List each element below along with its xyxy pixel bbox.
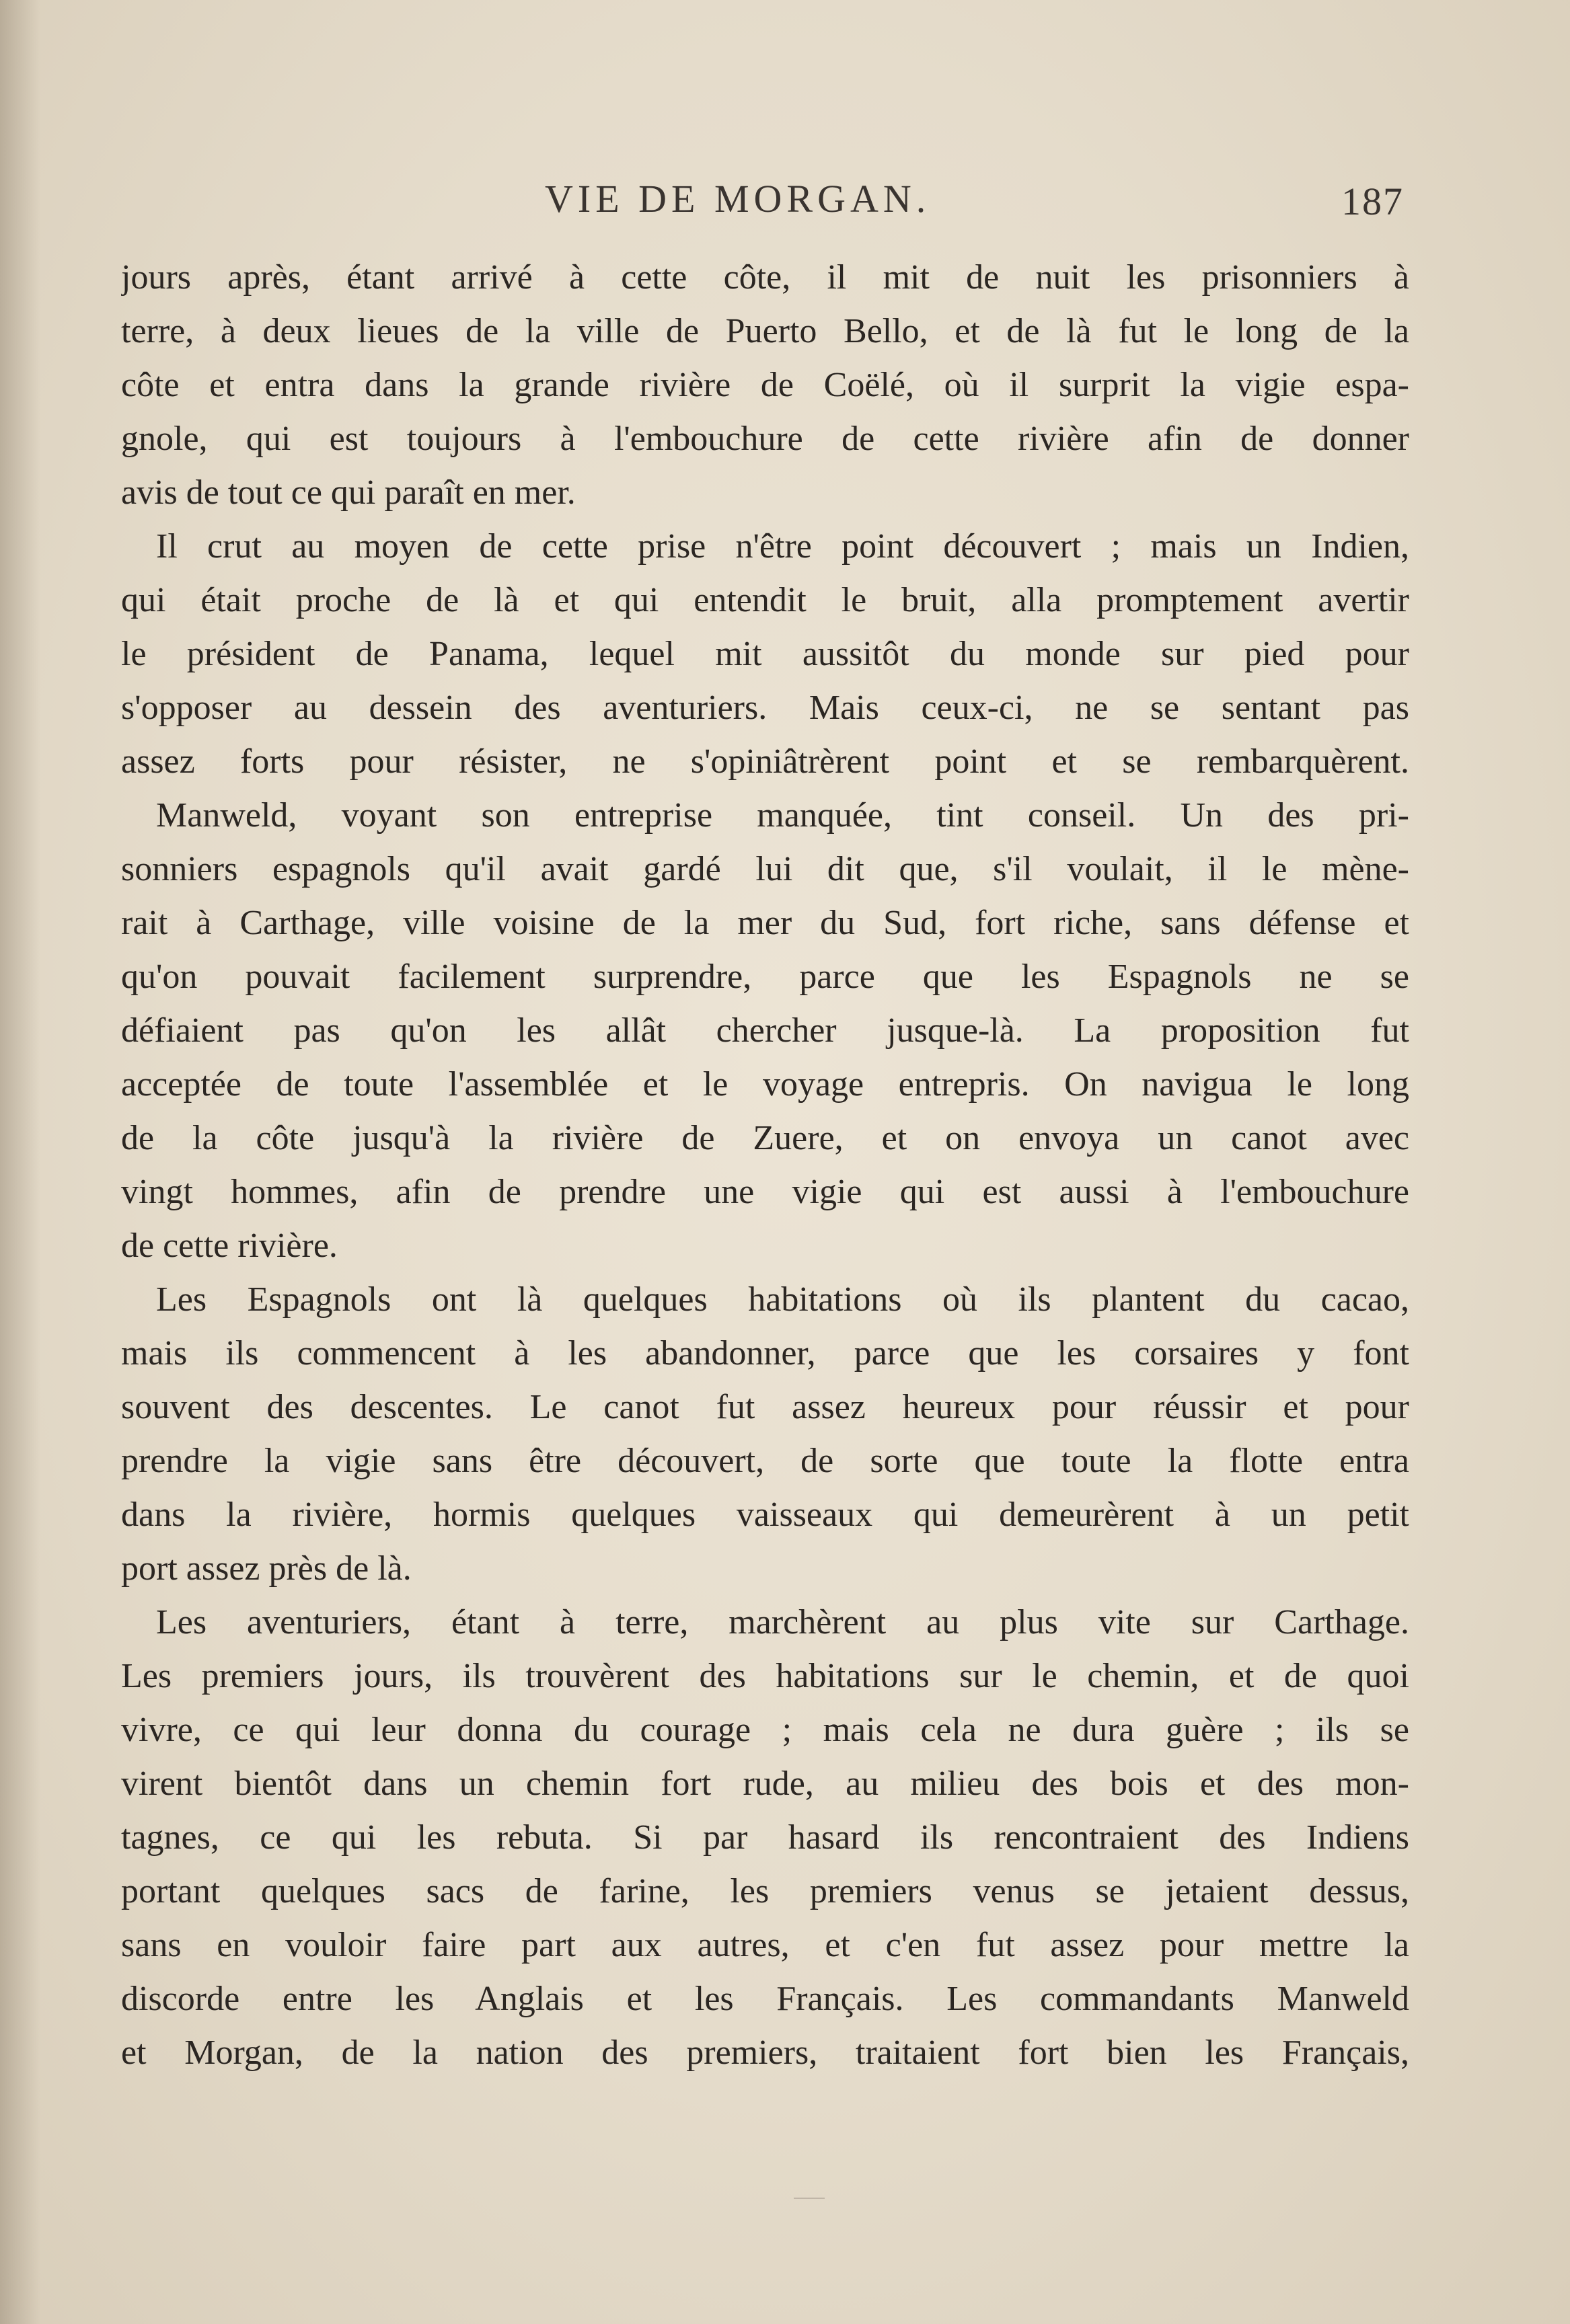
text-line: jours après, étant arrivé à cette côte, il mit de nuit les prisonniers à: [121, 258, 1409, 297]
text-line: défiaient pas qu'on les allât chercher jusque-là. La proposition fut: [121, 1011, 1409, 1050]
text-line: discorde entre les Anglais et les Français. Les commandants Manweld: [121, 1980, 1409, 2018]
text-line: de la côte jusqu'à la rivière de Zuere, et on envoya un canot avec: [121, 1119, 1409, 1157]
body-text: [121, 251, 1409, 2080]
paragraph-last-line: port assez près de là.: [121, 1549, 412, 1588]
text-line: portant quelques sacs de farine, les premiers venus se jetaient dessus,: [121, 1872, 1409, 1910]
text-line: côte et entra dans la grande rivière de Coëlé, où il surprit la vigie espa-: [121, 366, 1409, 404]
page-header: [121, 176, 1409, 230]
text-line: rait à Carthage, ville voisine de la mer du Sud, fort riche, sans défense et: [121, 904, 1409, 942]
text-line: mais ils commencent à les abandonner, parce que les corsaires y font: [121, 1334, 1409, 1372]
page-smudge-mark: [794, 2198, 825, 2199]
text-line: qu'on pouvait facilement surprendre, parce que les Espagnols ne se: [121, 958, 1409, 996]
paragraph-last-line: de cette rivière.: [121, 1227, 338, 1265]
text-line: qui était proche de là et qui entendit le bruit, alla promptement avertir: [121, 581, 1409, 619]
text-line: virent bientôt dans un chemin fort rude, au milieu des bois et des mon-: [121, 1765, 1409, 1803]
paragraph-first-line: Il crut au moyen de cette prise n'être point découvert ; mais un Indien,: [156, 527, 1409, 566]
text-line: Les premiers jours, ils trouvèrent des habitations sur le chemin, et de quoi: [121, 1657, 1409, 1695]
text-line: terre, à deux lieues de la ville de Puerto Bello, et de là fut le long de la: [121, 312, 1409, 350]
text-line: acceptée de toute l'assemblée et le voyage entrepris. On navigua le long: [121, 1065, 1409, 1103]
text-line: dans la rivière, hormis quelques vaisseaux qui demeurèrent à un petit: [121, 1496, 1409, 1534]
running-title: VIE DE MORGAN.: [545, 177, 931, 221]
text-line: tagnes, ce qui les rebuta. Si par hasard ils rencontraient des Indiens: [121, 1818, 1409, 1857]
text-line: vivre, ce qui leur donna du courage ; mais cela ne dura guère ; ils se: [121, 1711, 1409, 1749]
binding-shadow: [0, 0, 40, 2324]
paragraph-first-line: Manweld, voyant son entreprise manquée, tint conseil. Un des pri-: [156, 796, 1409, 835]
text-line: sans en vouloir faire part aux autres, et c'en fut assez pour mettre la: [121, 1926, 1409, 1964]
text-line: le président de Panama, lequel mit aussitôt du monde sur pied pour: [121, 635, 1409, 673]
text-line: gnole, qui est toujours à l'embouchure de cette rivière afin de donner: [121, 420, 1409, 458]
text-line: prendre la vigie sans être découvert, de sorte que toute la flotte entra: [121, 1442, 1409, 1480]
page-number: 187: [1341, 180, 1404, 223]
text-line: sonniers espagnols qu'il avait gardé lui dit que, s'il voulait, il le mène-: [121, 850, 1409, 888]
text-line: vingt hommes, afin de prendre une vigie qui est aussi à l'embouchure: [121, 1173, 1409, 1211]
paragraph-last-line: avis de tout ce qui paraît en mer.: [121, 473, 576, 512]
text-line: et Morgan, de la nation des premiers, traitaient fort bien les Français,: [121, 2034, 1409, 2072]
paragraph-last-line: assez forts pour résister, ne s'opiniâtrèrent point et se rembarquèrent.: [121, 742, 1409, 781]
paragraph-first-line: Les Espagnols ont là quelques habitations où ils plantent du cacao,: [156, 1280, 1409, 1319]
text-line: souvent des descentes. Le canot fut assez heureux pour réussir et pour: [121, 1388, 1409, 1426]
paragraph-first-line: Les aventuriers, étant à terre, marchèrent au plus vite sur Carthage.: [156, 1603, 1409, 1641]
text-line: s'opposer au dessein des aventuriers. Mais ceux-ci, ne se sentant pas: [121, 689, 1409, 727]
